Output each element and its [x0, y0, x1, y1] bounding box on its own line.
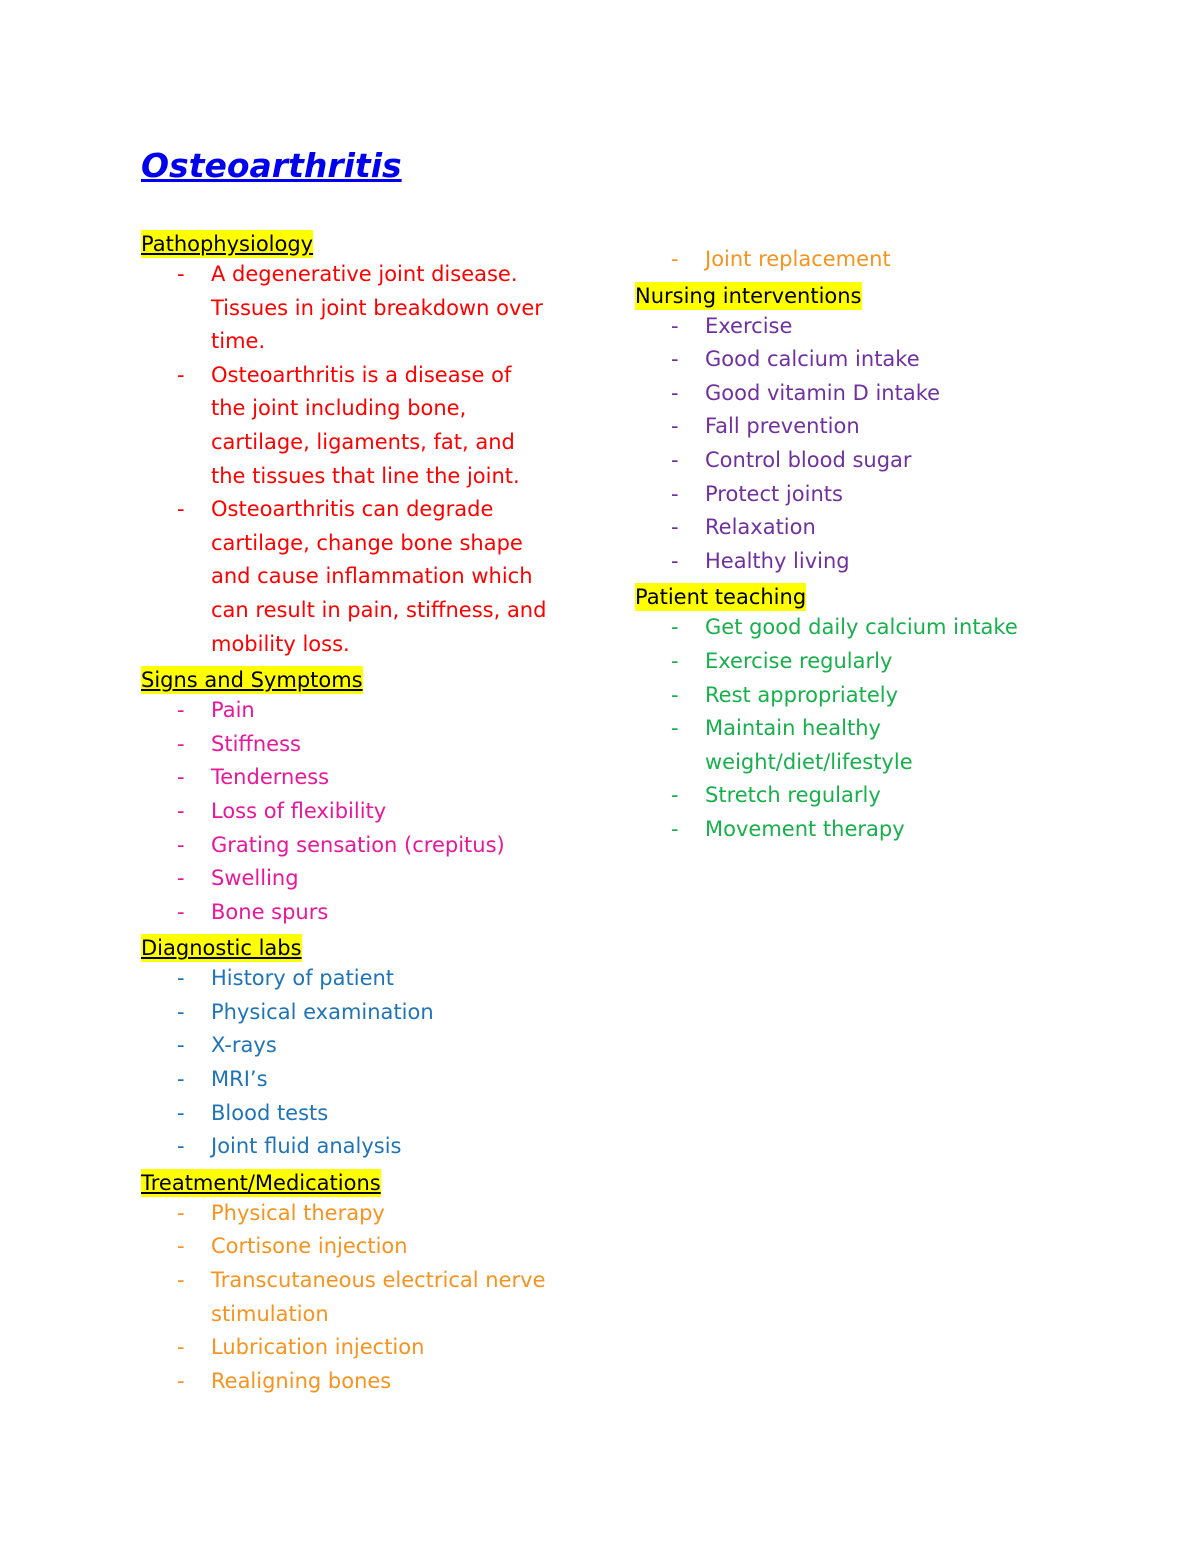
- pathophysiology-list: [141, 258, 581, 661]
- list-item: - Joint replacement: [635, 243, 1115, 277]
- teaching-list: [635, 611, 1115, 846]
- treatment-list: [141, 1197, 581, 1399]
- list-item: - History of patient: [141, 962, 581, 996]
- list-item: - Healthy living: [635, 545, 1115, 579]
- list-item: - Realigning bones: [141, 1365, 581, 1399]
- list-item: - Osteoarthritis is a disease of the joint including bone, cartilage, ligaments, fat, and the tissues that line the joint.: [141, 359, 581, 493]
- list-item: - Transcutaneous electrical nerve stimulation: [141, 1264, 581, 1331]
- list-item: - Pain: [141, 694, 581, 728]
- list-item: - Loss of flexibility: [141, 795, 581, 829]
- diagnostics-list: [141, 962, 581, 1164]
- list-item: - Get good daily calcium intake: [635, 611, 1115, 645]
- left-column: [141, 225, 581, 1398]
- list-item: - Movement therapy: [635, 813, 1115, 847]
- list-item: - Physical therapy: [141, 1197, 581, 1231]
- section-heading-diagnostics: Diagnostic labs: [141, 936, 302, 961]
- list-item: - Tenderness: [141, 761, 581, 795]
- list-item: - Exercise: [635, 310, 1115, 344]
- list-item: - Relaxation: [635, 511, 1115, 545]
- list-item: - Good vitamin D intake: [635, 377, 1115, 411]
- list-item: - MRI’s: [141, 1063, 581, 1097]
- list-item: - Control blood sugar: [635, 444, 1115, 478]
- list-item: - Rest appropriately: [635, 679, 1115, 713]
- page-title: Osteoarthritis: [141, 146, 402, 185]
- section-heading-signs: Signs and Symptoms: [141, 668, 363, 693]
- list-item: - Good calcium intake: [635, 343, 1115, 377]
- list-item: - Bone spurs: [141, 896, 581, 930]
- list-item: - Blood tests: [141, 1097, 581, 1131]
- list-item: - Exercise regularly: [635, 645, 1115, 679]
- list-item: - Stiffness: [141, 728, 581, 762]
- right-column: [635, 243, 1115, 847]
- list-item: - Maintain healthy weight/diet/lifestyle: [635, 712, 1115, 779]
- list-item: - X-rays: [141, 1029, 581, 1063]
- list-item: - Cortisone injection: [141, 1230, 581, 1264]
- section-heading-treatment: Treatment/Medications: [141, 1170, 381, 1195]
- signs-list: [141, 694, 581, 929]
- section-heading-pathophysiology: Pathophysiology: [141, 232, 314, 256]
- list-item: - Physical examination: [141, 996, 581, 1030]
- nursing-list: [635, 310, 1115, 579]
- list-item: - Stretch regularly: [635, 779, 1115, 813]
- list-item: - Fall prevention: [635, 410, 1115, 444]
- list-item: - Swelling: [141, 862, 581, 896]
- list-item: - Joint fluid analysis: [141, 1130, 581, 1164]
- section-heading-nursing: Nursing interventions: [635, 283, 862, 308]
- section-heading-teaching: Patient teaching: [635, 585, 807, 610]
- list-item: - Protect joints: [635, 478, 1115, 512]
- list-item: - Lubrication injection: [141, 1331, 581, 1365]
- list-item: - A degenerative joint disease. Tissues in joint breakdown over time.: [141, 258, 581, 359]
- treatment-list-continued: [635, 243, 1115, 277]
- list-item: - Osteoarthritis can degrade cartilage, change bone shape and cause inflammation which can result in pain, stiffness, and mobility loss.: [141, 493, 581, 661]
- list-item: - Grating sensation (crepitus): [141, 829, 581, 863]
